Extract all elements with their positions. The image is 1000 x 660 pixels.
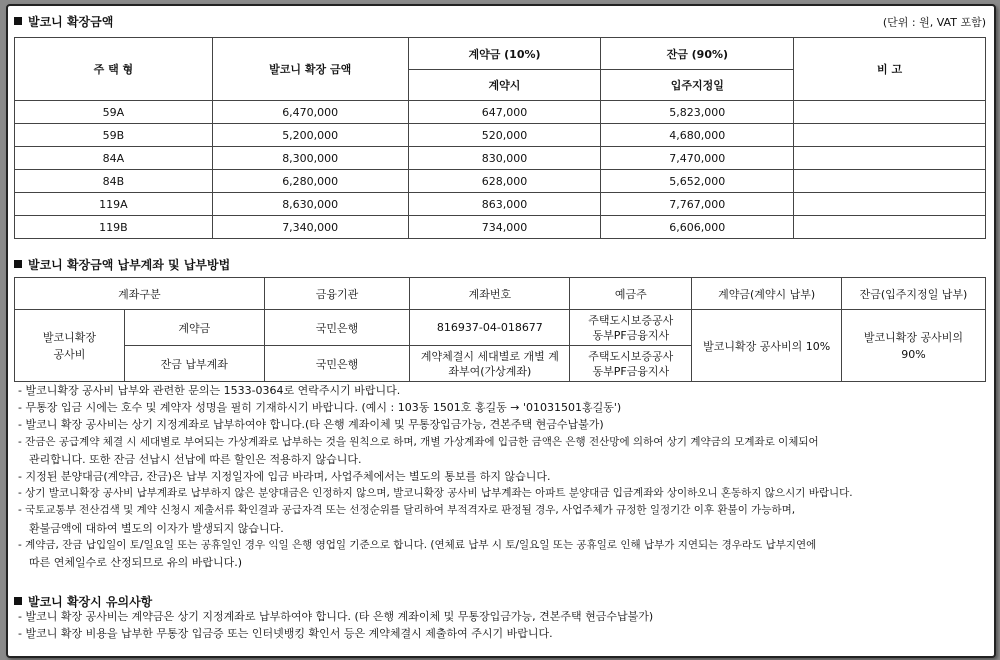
cell-balance: 7,767,000: [601, 193, 794, 216]
table-row: [15, 147, 986, 170]
square-bullet-icon: [14, 17, 22, 25]
note-line: 따른 연체일수로 산정되므로 유의 바랍니다.): [29, 556, 243, 570]
cell-remark: [794, 193, 986, 216]
header-balance-pay: 잔금(입주지정일 납부): [842, 278, 986, 310]
cell-type: 119A: [15, 193, 213, 216]
square-bullet-icon: [14, 260, 22, 268]
cell-deposit-note: 발코니확장 공사비의 10%: [692, 310, 842, 382]
cell-amount: 5,200,000: [212, 124, 408, 147]
cell-remark: [794, 124, 986, 147]
cell-balance: 5,823,000: [601, 101, 794, 124]
note-line: - 국토교통부 전산검색 및 계약 신청시 제출서류 확인결과 공급자격 또는 선정순위를 달리하여 부적격자로 판정될 경우, 사업주체가 규정한 일정기간 이후 환불이 가능하며,: [18, 504, 796, 517]
cell-remark: [794, 216, 986, 239]
account-notes: [18, 382, 853, 571]
price-table: [14, 37, 986, 239]
header-bank: 금융기관: [264, 278, 410, 310]
cell-deposit: 520,000: [408, 124, 601, 147]
cell-remark: [794, 147, 986, 170]
header-balance-sub: 입주지정일: [601, 70, 794, 101]
cell-type: 84A: [15, 147, 213, 170]
note-line: - 발코니확장 공사비 납부와 관련한 문의는 1533-0364로 연락주시기 바랍니다.: [18, 384, 401, 397]
table-row: [15, 170, 986, 193]
cell-amount: 8,300,000: [212, 147, 408, 170]
note-line: - 계약금, 잔금 납입일이 토/일요일 또는 공휴일인 경우 익일 은행 영업일 기준으로 합니다. (연체료 납부 시 토/일요일 또는 공휴일로 인해 납부가 지연되는 경우라도 납부지연에: [18, 538, 817, 551]
note-line: - 무통장 입금 시에는 호수 및 계약자 성명을 필히 기재하시기 바랍니다. (예시 : 103동 1501호 홍길동 → '01031501홍길동'): [18, 401, 622, 415]
note-line: - 지정된 분양대금(계약금, 잔금)은 납부 지정일자에 입금 바라며, 사업주체에서는 별도의 통보를 하지 않습니다.: [18, 470, 551, 484]
table-row: [15, 101, 986, 124]
square-bullet-icon: [14, 597, 22, 605]
cell-deposit: 734,000: [408, 216, 601, 239]
cell-bank: 국민은행: [264, 346, 410, 382]
cell-deposit: 830,000: [408, 147, 601, 170]
header-type: 주 택 형: [15, 38, 213, 101]
header-account-type: 계좌구분: [15, 278, 265, 310]
cell-type: 59B: [15, 124, 213, 147]
note-line: - 발코니 확장 공사비는 상기 지정계좌로 납부하여야 합니다.(타 은행 계좌이체 및 무통장입금가능, 견본주택 현금수납불가): [18, 418, 604, 432]
cell-category: 발코니확장 공사비: [15, 310, 125, 382]
header-deposit: 계약금 (10%): [408, 38, 601, 70]
caution-notes: [18, 608, 653, 642]
cell-account-no: 계약체결시 세대별로 개별 계좌부여(가상계좌): [410, 346, 570, 382]
cell-amount: 8,630,000: [212, 193, 408, 216]
header-holder: 예금주: [570, 278, 692, 310]
note-line: - 발코니 확장 비용을 납부한 무통장 입금증 또는 인터넷뱅킹 확인서 등은 계약체결시 제출하여 주시기 바랍니다.: [18, 627, 553, 641]
cell-kind: 계약금: [124, 310, 264, 346]
document-frame: [6, 4, 996, 658]
table-row: [15, 124, 986, 147]
note-line: 관리합니다. 또한 잔금 선납시 선납에 따른 할인은 적용하지 않습니다.: [29, 452, 362, 466]
table-row: [15, 310, 986, 346]
account-table: [14, 277, 986, 382]
cell-holder: 주택도시보증공사 동부PF금융지사: [570, 346, 692, 382]
cell-kind: 잔금 납부계좌: [124, 346, 264, 382]
note-line: 환불금액에 대하여 별도의 이자가 발생되지 않습니다.: [29, 521, 284, 535]
cell-type: 59A: [15, 101, 213, 124]
unit-note: (단위 : 원, VAT 포함): [882, 16, 986, 29]
cell-balance: 7,470,000: [601, 147, 794, 170]
header-account-no: 계좌번호: [410, 278, 570, 310]
cell-type: 84B: [15, 170, 213, 193]
note-line: - 잔금은 공급계약 체결 시 세대별로 부여되는 가상계좌로 납부하는 것을 원칙으로 하며, 개별 가상계좌에 입금한 금액은 은행 전산망에 의하여 상기 계약금의 모계좌로 이체되어: [18, 435, 819, 448]
header-deposit-pay: 계약금(계약시 납부): [692, 278, 842, 310]
note-line: - 상기 발코니확장 공사비 납부계좌로 납부하지 않은 분양대금은 인정하지 않으며, 발코니확장 공사비 납부계좌는 아파트 분양대금 입금계좌와 상이하오니 혼동하지 않으시기 바랍니다.: [18, 487, 853, 500]
header-deposit-sub: 계약시: [408, 70, 601, 101]
cell-deposit: 863,000: [408, 193, 601, 216]
cell-balance: 6,606,000: [601, 216, 794, 239]
cell-type: 119B: [15, 216, 213, 239]
cell-deposit: 647,000: [408, 101, 601, 124]
header-remark: 비 고: [794, 38, 986, 101]
cell-bank: 국민은행: [264, 310, 410, 346]
table-row: [15, 216, 986, 239]
cell-balance: 5,652,000: [601, 170, 794, 193]
note-line: - 발코니 확장 공사비는 계약금은 상기 지정계좌로 납부하여야 합니다. (타 은행 계좌이체 및 무통장입금가능, 견본주택 현금수납불가): [18, 610, 654, 623]
section-title-account: 발코니 확장금액 납부계좌 및 납부방법: [14, 256, 230, 273]
header-balance: 잔금 (90%): [601, 38, 794, 70]
header-amount: 발코니 확장 금액: [212, 38, 408, 101]
cell-remark: [794, 101, 986, 124]
cell-deposit: 628,000: [408, 170, 601, 193]
cell-balance-note: 발코니확장 공사비의 90%: [842, 310, 986, 382]
cell-holder: 주택도시보증공사 동부PF금융지사: [570, 310, 692, 346]
cell-account-no: 816937-04-018677: [410, 310, 570, 346]
cell-balance: 4,680,000: [601, 124, 794, 147]
table-row: [15, 193, 986, 216]
cell-amount: 6,280,000: [212, 170, 408, 193]
section-title-price: 발코니 확장금액: [14, 13, 113, 30]
cell-remark: [794, 170, 986, 193]
cell-amount: 7,340,000: [212, 216, 408, 239]
section-title-caution: 발코니 확장시 유의사항: [14, 593, 152, 610]
cell-amount: 6,470,000: [212, 101, 408, 124]
